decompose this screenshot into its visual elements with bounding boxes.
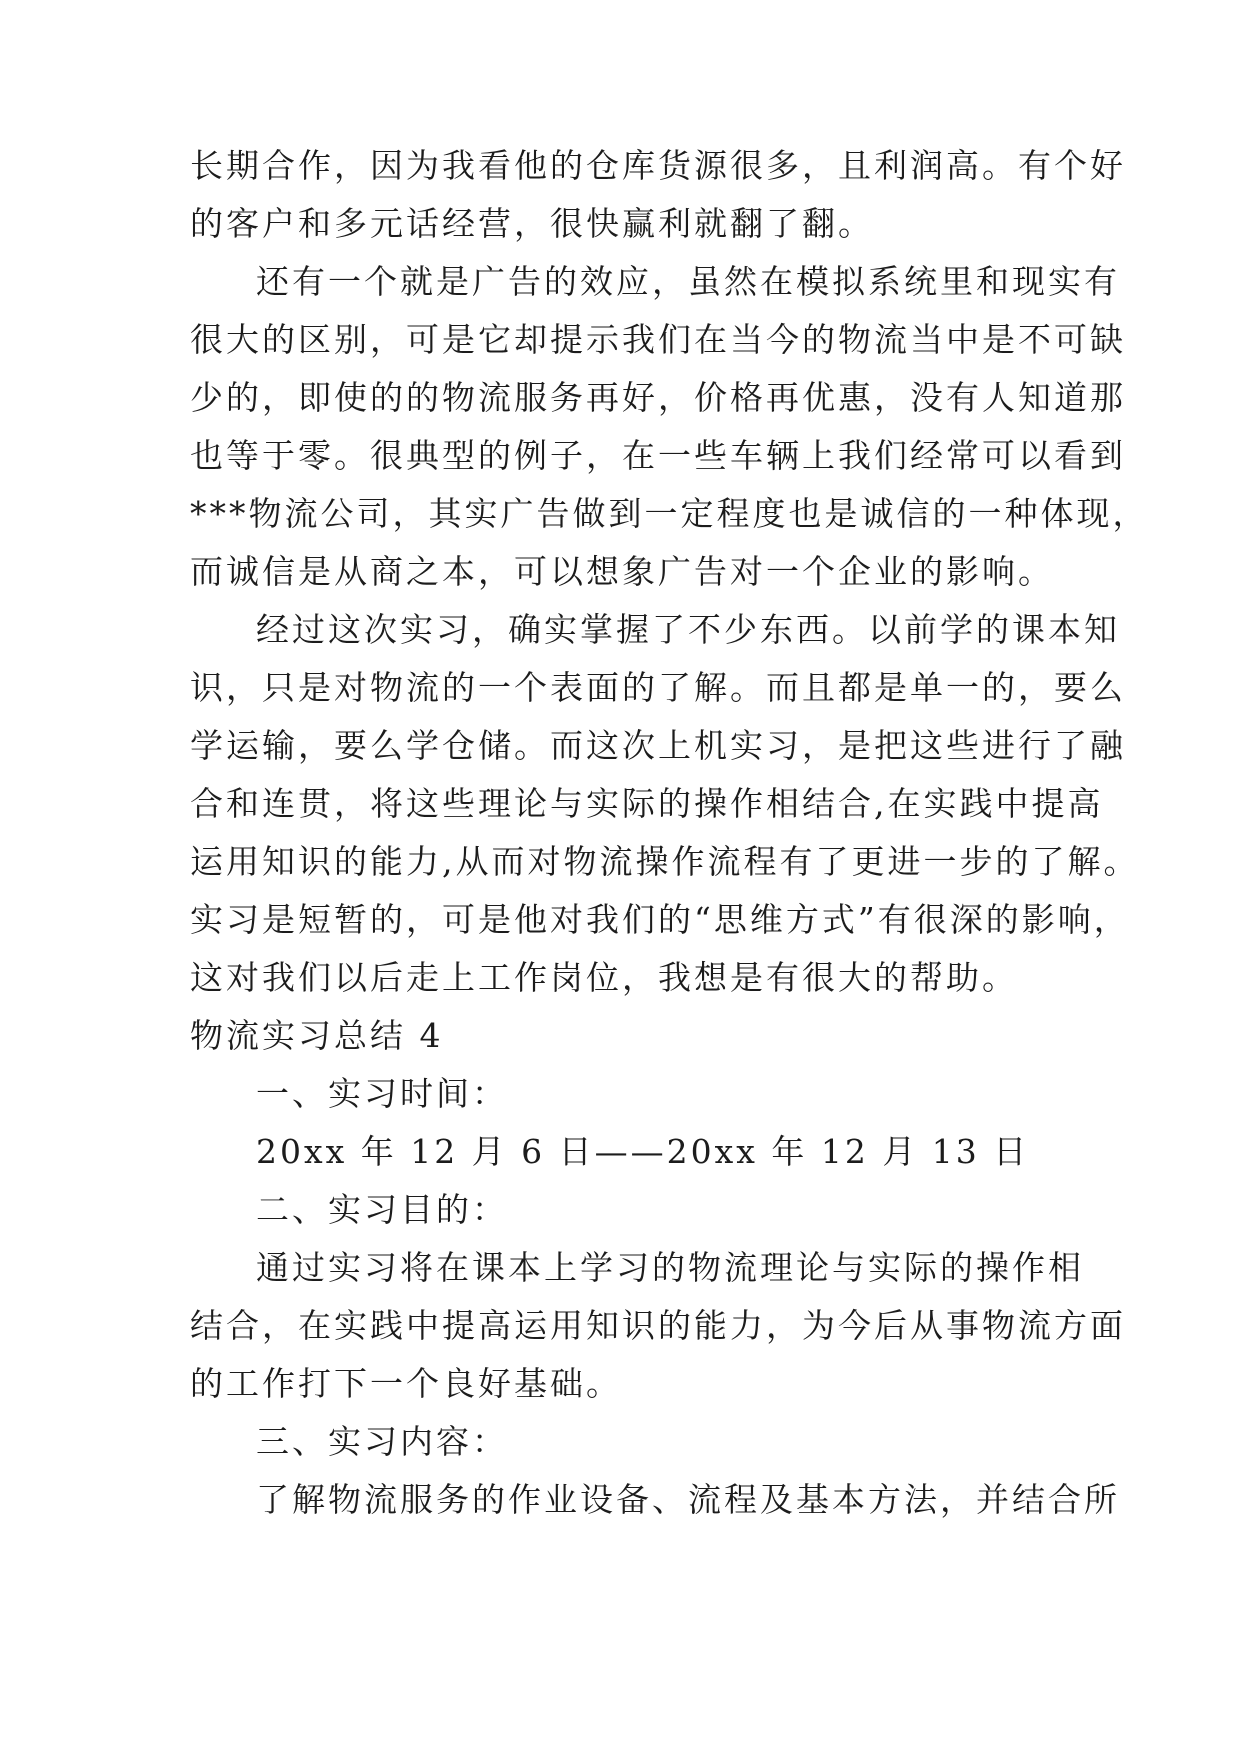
paragraph-line: 结合，在实践中提高运用知识的能力，为今后从事物流方面 [190,1306,1126,1345]
paragraph-line: 学运输，要么学仓储。而这次上机实习，是把这些进行了融 [190,726,1126,765]
paragraph-line: 经过这次实习，确实掌握了不少东西。以前学的课本知 [256,610,1120,649]
subheading: 二、实习目的： [256,1190,508,1229]
paragraph-line: 而诚信是从商之本，可以想象广告对一个企业的影响。 [190,552,1054,591]
paragraph-line: 运用知识的能力,从而对物流操作流程有了更进一步的了解。 [190,842,1140,881]
paragraph-line: 的客户和多元话经营，很快赢利就翻了翻。 [190,204,874,243]
paragraph-line: 识，只是对物流的一个表面的了解。而且都是单一的，要么 [190,668,1126,707]
date-range: 20xx 年 12 月 6 日——20xx 年 12 月 13 日 [256,1132,1030,1171]
paragraph-line: ***物流公司，其实广告做到一定程度也是诚信的一种体现， [190,494,1149,533]
paragraph-line: 很大的区别，可是它却提示我们在当今的物流当中是不可缺 [190,320,1126,359]
paragraph-line: 也等于零。很典型的例子，在一些车辆上我们经常可以看到 [190,436,1126,475]
paragraph-line: 了解物流服务的作业设备、流程及基本方法，并结合所 [256,1480,1120,1519]
paragraph-line: 还有一个就是广告的效应，虽然在模拟系统里和现实有 [256,262,1120,301]
paragraph-line: 这对我们以后走上工作岗位，我想是有很大的帮助。 [190,958,1018,997]
section-title: 物流实习总结 4 [190,1016,444,1055]
paragraph-line: 的工作打下一个良好基础。 [190,1364,622,1403]
paragraph-line: 通过实习将在课本上学习的物流理论与实际的操作相 [256,1248,1084,1287]
paragraph-line: 少的，即使的的物流服务再好，价格再优惠，没有人知道那 [190,378,1126,417]
subheading: 一、实习时间： [256,1074,508,1113]
paragraph-line: 合和连贯，将这些理论与实际的操作相结合,在实践中提高 [190,784,1104,823]
paragraph-line: 实习是短暂的，可是他对我们的“思维方式”有很深的影响， [190,900,1130,939]
paragraph-line: 长期合作，因为我看他的仓库货源很多，且利润高。有个好 [190,146,1126,185]
subheading: 三、实习内容： [256,1422,508,1461]
